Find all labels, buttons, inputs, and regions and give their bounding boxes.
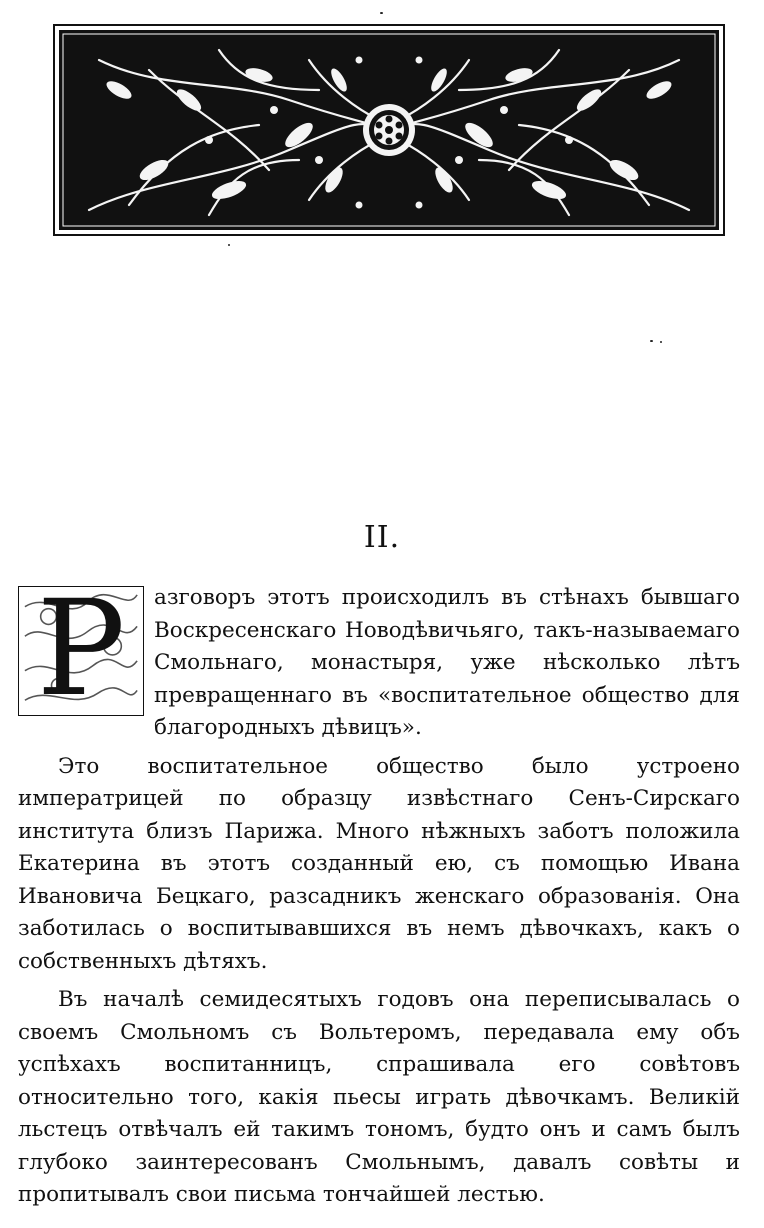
body-text bbox=[18, 582, 740, 1212]
initial-letter: Р bbox=[36, 586, 126, 716]
ink-speck bbox=[228, 244, 230, 246]
paragraph-3: Въ началѣ семидесятыхъ годовъ она переписывалась о своемъ Смольномъ съ Вольтеромъ, передавала ему объ успѣхахъ воспитанницъ, спрашивала его совѣтовъ относительно того, какія пьесы играть дѣвочкамъ. Великій льстецъ отвѣчалъ ей такимъ тономъ, будто онъ и самъ былъ глубоко заинтересованъ Смольнымъ, давалъ совѣты и пропитывалъ свои письма тончайшей лестью. bbox=[18, 987, 740, 1207]
ink-speck bbox=[380, 12, 383, 14]
paragraph-2: Это воспитательное общество было устроено императрицей по образцу извѣстнаго Сенъ-Сирскаго института близъ Парижа. Много нѣжныхъ заботъ положила Екатерина въ этотъ созданный ею, съ помощью Ивана Ивановича Бецкаго, разсадникъ женскаго образованія. Она заботилась о воспитывавшихся въ немъ дѣвочкахъ, какъ о собственныхъ дѣтяхъ. bbox=[18, 753, 740, 974]
ink-speck bbox=[660, 341, 662, 343]
ink-speck bbox=[650, 340, 653, 342]
chapter-number: II. bbox=[363, 520, 401, 555]
header-ornament bbox=[53, 24, 725, 236]
paragraph-1 bbox=[18, 582, 740, 745]
paragraph-1-text: азговоръ этотъ происходилъ въ стѣнахъ бывшаго Воскресенскаго Новодѣвичьяго, такъ-называемаго Смольнаго, монастыря, уже нѣсколько лѣтъ превращеннаго въ «воспитательное общество для благородныхъ дѣвицъ». bbox=[154, 585, 740, 740]
ornate-initial bbox=[18, 586, 144, 716]
floral-ornament-icon bbox=[59, 30, 719, 230]
